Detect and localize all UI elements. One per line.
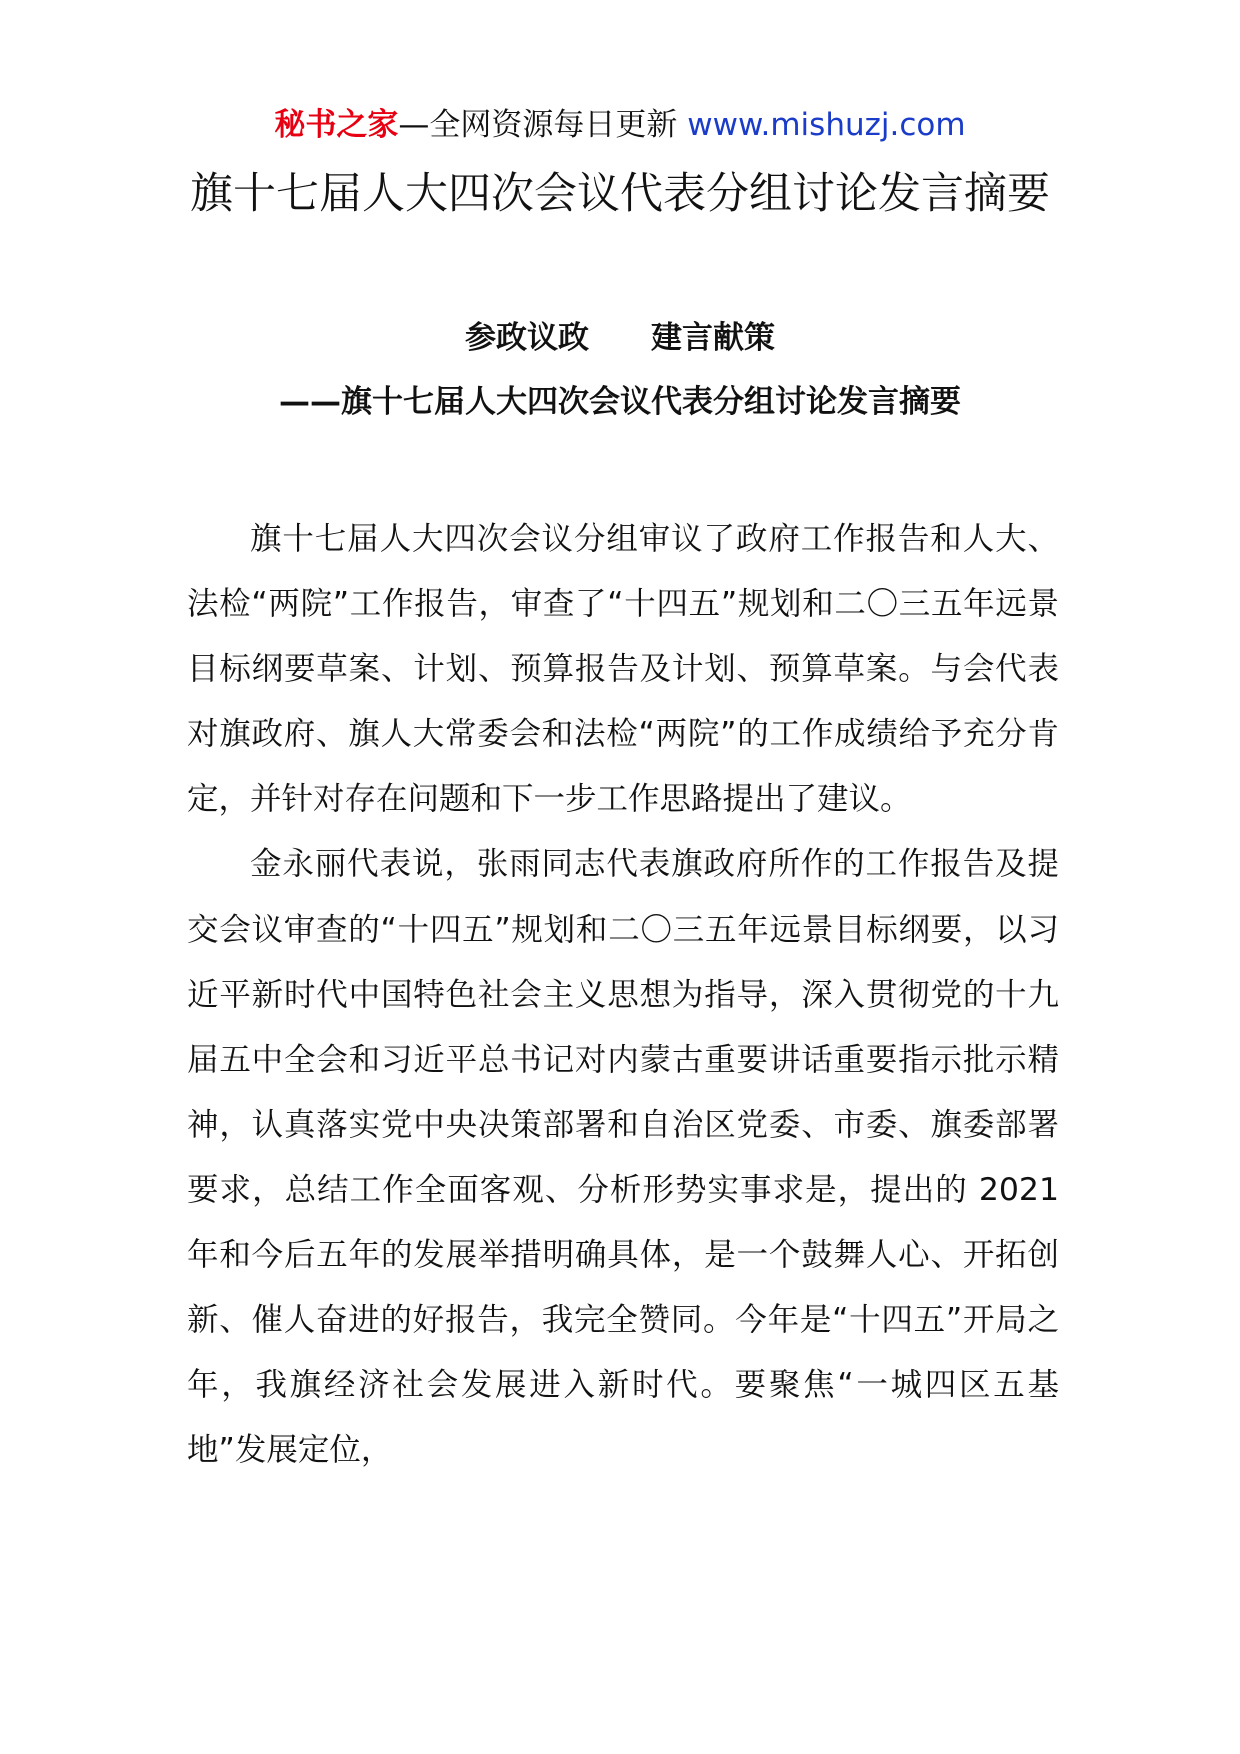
site-tagline: —全网资源每日更新	[398, 107, 688, 143]
site-brand: 秘书之家	[274, 107, 399, 143]
site-url-link[interactable]: www.mishuzj.com	[687, 107, 966, 143]
body-paragraph: 金永丽代表说，张雨同志代表旗政府所作的工作报告及提交会议审查的“十四五”规划和二〇三五年远景目标纲要，以习近平新时代中国特色社会主义思想为指导，深入贯彻党的十九届五中全会和习近平总书记对内蒙古重要讲话重要指示批示精神，认真落实党中央决策部署和自治区党委、市委、旗委部署要求，总结工作全面客观、分析形势实事求是，提出的 2021 年和今后五年的发展举措明确具体，是一个鼓舞人心、开拓创新、催人奋进的好报告，我完全赞同。今年是“十四五”开局之年，我旗经济社会发展进入新时代。要聚焦“一城四区五基地”发展定位，	[187, 846, 1059, 1469]
document-subtitle: ——旗十七届人大四次会议代表分组讨论发言摘要	[279, 384, 961, 420]
document-subtitle-slogan: 参政议政 建言献策	[465, 320, 775, 356]
document-body	[187, 507, 1059, 1483]
body-paragraph: 旗十七届人大四次会议分组审议了政府工作报告和人大、法检“两院”工作报告，审查了“十四五”规划和二〇三五年远景目标纲要草案、计划、预算报告及计划、预算草案。与会代表对旗政府、旗人大常委会和法检“两院”的工作成绩给予充分肯定，并针对存在问题和下一步工作思路提出了建议。	[187, 521, 1059, 818]
site-header	[0, 103, 1240, 147]
document-title: 旗十七届人大四次会议代表分组讨论发言摘要	[190, 169, 1050, 219]
